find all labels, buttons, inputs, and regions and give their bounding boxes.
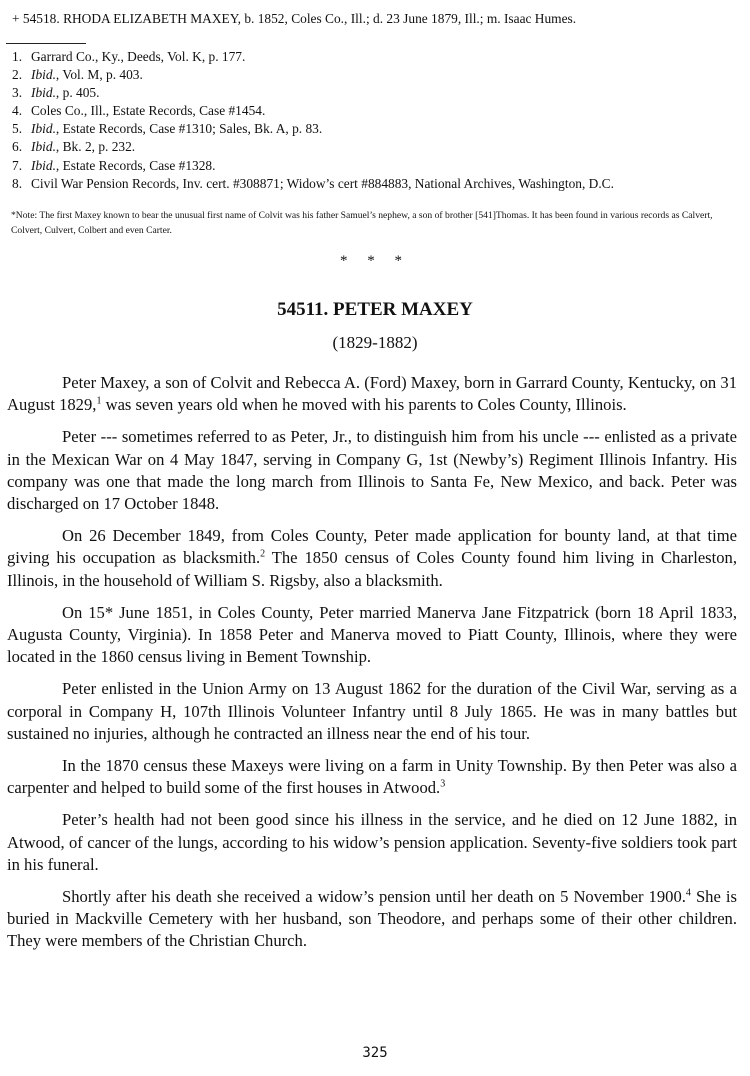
footnote-ibid: Ibid.	[31, 121, 56, 137]
paragraph-text: Shortly after his death she received a widow’s pension until her death on 5 November 1900.	[62, 887, 686, 907]
paragraph-text-cont: was seven years old when he moved with his parents to Coles County, Illinois.	[101, 395, 627, 415]
footnote-ibid: Ibid.	[31, 139, 56, 155]
paragraph-text: In the 1870 census these Maxeys were living on a farm in Unity Township. By then Peter was also a carpenter and helped to build some of the first houses in Atwood.	[7, 756, 737, 798]
footnote-number: 1.	[12, 49, 23, 64]
footnote-text: , Bk. 2, p. 232.	[55, 139, 136, 155]
paragraph-text: Peter’s health had not been good since his illness in the service, and he died on 12 June 1882, in Atwood, of cancer of the lungs, according to his widow’s pension application. Seventy-five soldiers took part in his funeral.	[7, 810, 737, 874]
footnote-item	[12, 157, 742, 175]
footnote-ref: 3	[440, 778, 446, 790]
footnote-item	[12, 48, 742, 66]
footnote-number: 8.	[12, 175, 23, 191]
footnote-ref: 2	[260, 548, 266, 560]
paragraph-text-cont: She is buried in Mackville Cemetery with her husband, son Theodore, and perhaps some of their other children. They were members of the Christian Church.	[7, 887, 737, 951]
footnote-ibid: Ibid.	[31, 67, 56, 83]
paragraph-text: Peter Maxey, a son of Colvit and Rebecca A. (Ford) Maxey, born in Garrard County, Kentucky, on 31 August 1829,	[7, 373, 737, 415]
footnote-ibid: Ibid.	[31, 85, 56, 101]
footnote-number: 5.	[12, 121, 23, 137]
footnote-number: 2.	[12, 67, 23, 83]
biography-body	[7, 372, 737, 963]
footnote-item	[12, 138, 742, 156]
body-paragraph	[7, 678, 737, 745]
editorial-note: *Note: The first Maxey known to bear the unusual first name of Colvit was his father Samuel’s nephew, a son of brother [541]Thomas. It has been found in various records as Calvert, Colvert, Culvert, Colbert and even Carter.	[11, 210, 713, 236]
body-paragraph	[7, 755, 737, 799]
paragraph-text: Peter enlisted in the Union Army on 13 August 1862 for the duration of the Civil War, serving as a corporal in Company H, 107th Illinois Volunteer Infantry until 8 July 1865. He was in many battles but sustained no injuries, although he contracted an illness near the end of his tour.	[7, 679, 737, 743]
footnote-item	[12, 84, 742, 102]
paragraph-text: Peter --- sometimes referred to as Peter, Jr., to distinguish him from his uncle --- enlisted as a private in the Mexican War on 4 May 1847, serving in Company G, 1st (Newby’s) Regiment Illinois Infantry. His company was one that made the long march from Illinois to Santa Fe, New Mexico, and back. Peter was discharged on 17 October 1848.	[7, 427, 737, 514]
footnote-text: Coles Co., Ill., Estate Records, Case #1454.	[31, 103, 266, 119]
body-paragraph	[7, 886, 737, 953]
footnote-number: 4.	[12, 103, 23, 119]
paragraph-text: On 26 December 1849, from Coles County, Peter made application for bounty land, at that time giving his occupation as blacksmith.	[7, 526, 737, 568]
footnote-ref: 1	[96, 395, 102, 407]
body-paragraph	[7, 525, 737, 592]
footnote-number: 7.	[12, 157, 23, 173]
paragraph-text: On 15* June 1851, in Coles County, Peter married Manerva Jane Fitzpatrick (born 18 April 1833, Augusta County, Virginia). In 1858 Peter and Manerva moved to Piatt County, Illinois, where they were located in the 1860 census living in Bement Township.	[7, 602, 737, 667]
body-paragraph	[7, 372, 737, 416]
footnote-item	[12, 102, 742, 120]
footnote-text: , Estate Records, Case #1328.	[55, 157, 216, 173]
footnote-item	[12, 120, 742, 138]
life-dates: (1829-1882)	[332, 333, 418, 352]
section-title: 54511. PETER MAXEY	[277, 299, 473, 320]
paragraph-text-cont: The 1850 census of Coles County found him living in Charleston, Illinois, in the household of William S. Rigsby, also a blacksmith.	[7, 548, 737, 590]
footnote-rule	[6, 43, 86, 44]
footnote-text: , Vol. M, p. 403.	[55, 67, 143, 83]
footnote-ibid: Ibid.	[31, 157, 56, 173]
page-number: 325	[362, 1045, 388, 1061]
body-paragraph	[7, 809, 737, 876]
body-paragraph	[7, 602, 737, 669]
footnote-item	[12, 175, 742, 193]
genealogy-entry: + 54518. RHODA ELIZABETH MAXEY, b. 1852, Coles Co., Ill.; d. 23 June 1879, Ill.; m. Isaac Humes.	[12, 11, 577, 26]
footnote-list	[12, 48, 742, 193]
footnote-text: , Estate Records, Case #1310; Sales, Bk. A, p. 83.	[55, 121, 323, 137]
footnote-item	[12, 66, 742, 84]
footnote-number: 3.	[12, 85, 23, 101]
footnote-text: Garrard Co., Ky., Deeds, Vol. K, p. 177.	[31, 49, 246, 64]
footnote-text: Civil War Pension Records, Inv. cert. #308871; Widow’s cert #884883, National Archives, Washington, D.C.	[31, 175, 614, 191]
footnote-ref: 4	[685, 887, 691, 899]
footnote-text: , p. 405.	[55, 85, 100, 101]
body-paragraph	[7, 426, 737, 515]
section-separator: * * *	[340, 253, 410, 269]
footnote-number: 6.	[12, 139, 23, 155]
